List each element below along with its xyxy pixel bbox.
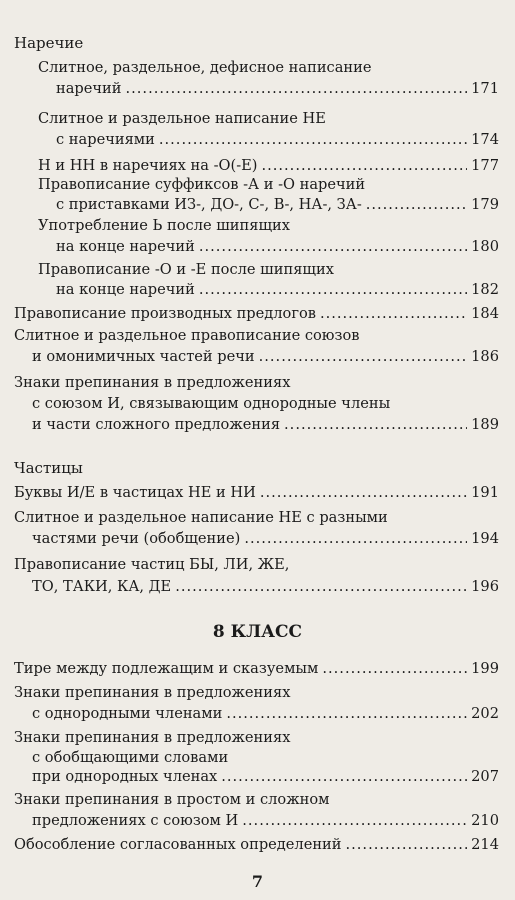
toc-page-number: 189 (471, 416, 499, 433)
toc-entry-text: и омонимичных частей речи (32, 348, 255, 365)
toc-page-number: 186 (471, 348, 499, 365)
dot-leader (259, 348, 468, 365)
toc-entry-line: Слитное и раздельное правописание союзов (14, 327, 360, 344)
dot-leader (322, 660, 467, 677)
toc-entry-text: частями речи (обобщение) (32, 530, 241, 547)
toc-page-number: 202 (471, 705, 499, 722)
toc-entry-text: с приставками ИЗ-, ДО-, С-, В-, НА-, ЗА- (56, 196, 362, 213)
toc-page-number: 191 (471, 484, 499, 501)
toc-entry (14, 836, 499, 853)
toc-entry-line: Знаки препинания в простом и сложном (14, 791, 330, 808)
toc-entry (14, 484, 499, 501)
dot-leader (221, 768, 467, 785)
dot-leader (366, 196, 467, 213)
toc-entry (32, 705, 499, 722)
toc-entry (32, 768, 499, 785)
toc-entry (56, 131, 499, 148)
toc-entry-text: Правописание производных предлогов (14, 305, 316, 322)
toc-entry (14, 305, 499, 322)
dot-leader (242, 812, 467, 829)
toc-entry-line: Слитное и раздельное написание НЕ с разными (14, 509, 388, 526)
toc-page-number: 174 (471, 131, 499, 148)
toc-entry (14, 660, 499, 677)
toc-entry-line: Знаки препинания в предложениях (14, 374, 291, 391)
toc-page-number: 177 (471, 157, 499, 174)
grade-heading: 8 КЛАСС (212, 622, 303, 642)
toc-entry-line: Слитное и раздельное написание НЕ (38, 110, 326, 127)
toc-entry-text: на конце наречий (56, 281, 195, 298)
toc-page-number: 196 (471, 578, 499, 595)
toc-entry (32, 812, 499, 829)
toc-page-number: 184 (471, 305, 499, 322)
toc-entry-text: на конце наречий (56, 238, 195, 255)
toc-entry-text: Н и НН в наречиях на -О(-Е) (38, 157, 258, 174)
section-title-particles: Частицы (14, 459, 83, 477)
toc-page-number: 182 (471, 281, 499, 298)
toc-page-number: 179 (471, 196, 499, 213)
toc-page-number: 180 (471, 238, 499, 255)
dot-leader (175, 578, 467, 595)
dot-leader (199, 238, 467, 255)
toc-entry-line: Употребление Ь после шипящих (38, 217, 290, 234)
toc-entry-line: Правописание -О и -Е после шипящих (38, 261, 334, 278)
dot-leader (126, 80, 468, 97)
toc-entry (32, 578, 499, 595)
toc-entry-line: Слитное, раздельное, дефисное написание (38, 59, 372, 76)
toc-entry-text: ТО, ТАКИ, КА, ДЕ (32, 578, 172, 595)
toc-entry (32, 348, 499, 365)
toc-entry (32, 530, 499, 547)
toc-entry-text: Буквы И/Е в частицах НЕ и НИ (14, 484, 256, 501)
toc-entry-text: Тире между подлежащим и сказуемым (14, 660, 319, 677)
toc-page-number: 194 (471, 530, 499, 547)
toc-entry-text: и части сложного предложения (32, 416, 281, 433)
toc-entry (56, 281, 499, 298)
toc-entry-text: с однородными членами (32, 705, 223, 722)
toc-page-number: 171 (471, 80, 499, 97)
toc-page-number: 199 (471, 660, 499, 677)
toc-entry (38, 157, 499, 174)
toc-entry-line: Правописание суффиксов -А и -О наречий (38, 176, 366, 193)
toc-entry-line: с обобщающими словами (32, 749, 229, 766)
dot-leader (320, 305, 467, 322)
dot-leader (260, 484, 467, 501)
section-title-adverb: Наречие (14, 34, 84, 52)
toc-entry-line: Правописание частиц БЫ, ЛИ, ЖЕ, (14, 556, 290, 573)
toc-entry-line: с союзом И, связывающим однородные члены (32, 395, 391, 412)
toc-entry-line: Знаки препинания в предложениях (14, 729, 291, 746)
toc-page-number: 214 (471, 836, 499, 853)
dot-leader (159, 131, 467, 148)
dot-leader (261, 157, 467, 174)
toc-page-number: 210 (471, 812, 499, 829)
toc-entry-line: Знаки препинания в предложениях (14, 684, 291, 701)
toc-entry-text: с наречиями (56, 131, 155, 148)
page-number: 7 (251, 872, 264, 891)
toc-entry (56, 80, 499, 97)
toc-entry (56, 238, 499, 255)
dot-leader (244, 530, 467, 547)
toc-entry-text: наречий (56, 80, 122, 97)
toc-entry (32, 416, 499, 433)
toc-entry-text: Обособление согласованных определений (14, 836, 342, 853)
toc-entry (56, 196, 499, 213)
toc-entry-text: предложениях с союзом И (32, 812, 239, 829)
dot-leader (199, 281, 467, 298)
dot-leader (226, 705, 467, 722)
toc-page-number: 207 (471, 768, 499, 785)
toc-entry-text: при однородных членах (32, 768, 218, 785)
dot-leader (346, 836, 468, 853)
dot-leader (284, 416, 467, 433)
